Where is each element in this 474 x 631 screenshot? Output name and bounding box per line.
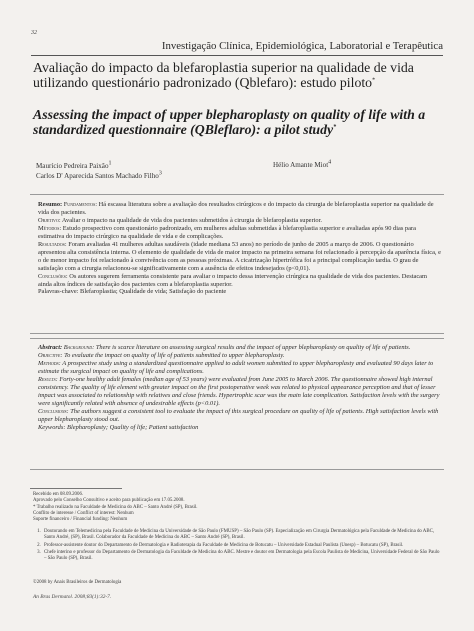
author-mark: 3	[158, 170, 162, 177]
section-title: Investigação Clínica, Epidemiológica, Laboratorial e Terapêutica	[161, 40, 443, 52]
journal-reference: An Bras Dermatol. 2008;83(1):32-7.	[33, 594, 112, 600]
affiliation-list	[33, 529, 443, 563]
abstract-paragraph	[38, 376, 442, 408]
abstract-keywords: Keywords: Blepharoplasty; Quality of life; Patient satisfaction	[38, 423, 199, 431]
abstract-text: Os autores sugerem ferramenta consistente para avaliar o impacto dessa intervenção cirúrgica na qualidade de vida dos pacientes. Destacam ainda altos índices de satisfação dos pacientes com a blefaroplastia superior.	[38, 272, 427, 288]
approved-date: Aprovado pelo Conselho Consultivo e aceito para publicação em 17.05.2008.	[33, 498, 185, 504]
abstract-heading: Fundamentos:	[63, 201, 98, 208]
abstract-heading: Objetivo:	[38, 216, 61, 224]
abstract-paragraph	[38, 352, 442, 360]
abstract-text: Foram avaliadas 41 mulheres adultas saudáveis (idade mediana 53 anos) no período de junho de 2005 a março de 2006. O questionário apresentou alta consistência interna. O elemento de qualidade de vida de maior impacto na primeira semana foi relacionado à percepção da aparência física, e o de menor impacto foi relacionado à convivência com as pessoas próximas. A cicatrização hipertrófica foi a principal complicação tardia. O grau de satisfação com a cirurgia relacionou-se significativamente com a ausência de efeitos indesejados (p<0,01).	[38, 240, 441, 272]
title-portuguese	[33, 60, 448, 91]
abstract-heading: Métodos:	[38, 224, 62, 232]
conflict-note: Conflito de interesse / Conflict of interest: Nenhum	[33, 511, 134, 517]
author	[273, 161, 331, 169]
abstract-text: Há escassa literatura sobre a avaliação dos resultados cirúrgicos e do impacto da cirurgia de blefaroplastia superior na qualidade de vida dos pacientes.	[38, 201, 434, 216]
title-en-mark: *	[333, 124, 337, 131]
author-name: Carlos D' Aparecida Santos Machado Filho	[36, 172, 159, 181]
affiliation-item: 2. Professor-assistente doutor do Departamento de Dermatologia e Radioterapia da Faculdade de Medicina de Botucatu – Universidade Estadual Paulista (Unesp) – Botucatu (SP), Brasil.	[42, 543, 443, 549]
footnote-rule	[30, 488, 122, 489]
author	[36, 171, 162, 181]
abstract-heading: Conclusões:	[38, 272, 68, 280]
abstract-text: Forty-one healthy adult females (median age of 53 years) were evaluated from June 2005 to March 2006. The questionnaire showed high internal consistency. The quality of life element with greater impact on the first postoperative week was related to physical appearance perception and that of lesser impact was associated to relationship with relatives and close friends. Hypertrophic scar was the main late complication. Satisfaction levels with the surgery were significantly related with absence of undesirable effects (p<0.01).	[38, 375, 440, 407]
author-name: Hélio Amante Miot	[273, 161, 329, 169]
abstract-text: Estudo prospectivo com questionário padronizado, em mulheres adultas submetidas à blefaroplastia superior e avaliadas após 90 dias para estimativa do impacto cirúrgico na qualidade de vida e de complicações.	[38, 224, 416, 240]
abstract-text: To evaluate the impact on quality of life of patients submitted to upper blepharoplasty.	[62, 351, 285, 359]
author	[36, 161, 162, 171]
header-rule	[31, 55, 443, 56]
institution-note: * Trabalho realizado na Faculdade de Medicina do ABC – Santo André (SP), Brasil.	[33, 504, 198, 510]
funding-note: Suporte financeiro / Financial funding: Nenhum	[33, 517, 128, 523]
abstract-heading: Background:	[63, 344, 95, 351]
copyright-line: ©2008 by Anais Brasileiros de Dermatologia	[33, 580, 122, 585]
author-name: Maurício Pedreira Paixão	[36, 162, 109, 170]
abstract-paragraph	[38, 360, 442, 376]
abstract-paragraph	[38, 344, 442, 352]
received-date: Recebido em 08.09.2006.	[33, 492, 84, 497]
title-english	[33, 107, 448, 138]
abstract-heading: Results:	[38, 375, 58, 383]
abstract-label: Abstract:	[38, 344, 63, 351]
abstract-heading: Conclusions:	[38, 407, 69, 415]
title-en-text: Assessing the impact of upper blepharoplasty on quality of life with a standardized questionnaire (QBleflaro): a pilot study	[33, 107, 426, 138]
abstract-paragraph	[38, 225, 442, 241]
abstract-text: There is scarce literature on assessing surgical results and the impact of upper blepharoplasty on quality of life of patients.	[94, 344, 411, 351]
abstract-text: A prospective study using a standardized questionnaire applied to adult women submitted to upper blepharoplasty and evaluated 90 days later to estimate the surgical impact on quality of life and complications.	[38, 359, 434, 375]
abstract-heading: Methods:	[38, 359, 61, 367]
title-pt-text: Avaliação do impacto da blefaroplastia superior na qualidade de vida utilizando questionário padronizado (Qblefaro): estudo piloto	[33, 60, 414, 91]
abstract-keywords: Palavras-chave: Blefaroplastia; Qualidade de vida; Satisfação do paciente	[38, 288, 227, 296]
abstract-heading: Objective:	[38, 351, 63, 359]
abstract-label: Resumo:	[38, 201, 63, 208]
abstract-paragraph	[38, 217, 442, 225]
abstract-heading: Resultados:	[38, 240, 67, 248]
author-mark: 1	[108, 160, 112, 167]
abstract-text: Avaliar o impacto na qualidade de vida dos pacientes submetidos à cirurgia de blefaroplastia superior.	[60, 216, 322, 224]
footnotes	[33, 492, 443, 564]
affiliation-item: 1. Doutorando em Telemedicina pela Faculdade de Medicina da Universidade de São Paulo (FMUSP) – São Paulo (SP). Especialização em Cirurgia Dermatológica pela Faculdade de Medicina do ABC, Santo André, (SP), Brasil. Colaborador da Faculdade de Medicina do ABC – Santo André (SP), Brasil.	[42, 529, 443, 542]
author-mark: 4	[328, 159, 332, 166]
author-list	[36, 161, 162, 181]
abstract-paragraph	[38, 201, 442, 217]
abstract-paragraph	[38, 273, 442, 289]
page-number: 32	[31, 30, 37, 36]
abstract-paragraph	[38, 408, 442, 424]
abstract-portuguese	[38, 201, 442, 296]
abstract-text: The authors suggest a consistent tool to evaluate the impact of this surgical procedure on quality of life of patients. High satisfaction levels with upper blepharoplasty stood out.	[38, 407, 439, 423]
abstract-english	[38, 344, 442, 431]
affiliation-item: 3. Chefe interino e professor do Departamento de Dermatologia da Faculdade de Medicina do ABC. Mestre e doutor em Dermatologia pela Escola Paulista de Medicina, Universidade Federal de São Paulo – São Paulo (SP), Brasil.	[42, 550, 443, 563]
title-pt-mark: *	[372, 77, 376, 84]
abstract-paragraph	[38, 241, 442, 273]
